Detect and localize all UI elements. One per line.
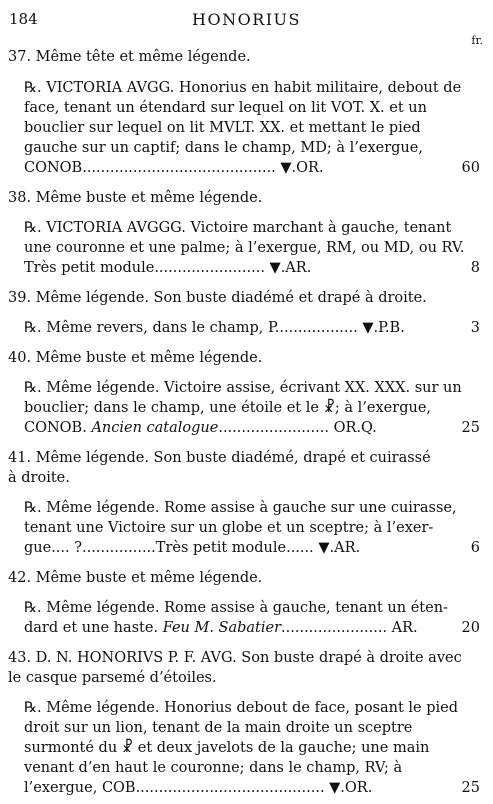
entry-reverse: ℞. VICTORIA AVGG. Honorius en habit militaire, debout de face, tenant un étendard sur lequel on lit VOT. X. et un bouclier sur lequel on lit MVLT. XX. et mettant le pied gauche sur un captif; dans le champ, MD; à l’exergue, CONOB.......................................... ▼.OR. 60: [24, 80, 480, 176]
entry-value: 60: [461, 160, 480, 176]
entry-reverse: ℞. Même légende. Rome assise à gauche sur une cuirasse, tenant une Victoire sur un globe et un sceptre; à l’exer- gue.... ?................Très petit module...... ▼.AR. 6: [24, 500, 480, 556]
entry-reverse: ℞. Même légende. Victoire assise, écrivant XX. XXX. sur un bouclier; dans le champ, une étoile et le ☧; à l’exergue, CONOB. Ancien catalogue........................ OR.Q. 25: [24, 380, 480, 436]
column-label: fr.: [471, 34, 483, 47]
entry-reverse: ℞. Même légende. Honorius debout de face, posant le pied droit sur un lion, tenant de la main droite un sceptre surmonté du ☧ et deux javelots de la gauche; une main venant d’en haut le couronne; dans le champ, RV; à l’exergue, COB......................................... ▼.OR. 25: [24, 700, 480, 796]
entry-value: 25: [461, 780, 480, 796]
entry-heading: 38. Même buste et même légende.: [8, 190, 263, 206]
entry-value: 3: [470, 320, 480, 336]
entry-reverse: ℞. Même légende. Rome assise à gauche, tenant un éten- dard et une haste. Feu M. Sabatier....................... AR. 20: [24, 600, 480, 636]
entry-heading: 37. Même tête et même légende.: [8, 49, 251, 65]
entry-value: 20: [461, 620, 480, 636]
entry-heading: 40. Même buste et même légende.: [8, 350, 263, 366]
page-title: HONORIUS: [192, 10, 301, 29]
entry-value: 25: [461, 420, 480, 436]
entry-reverse: ℞. Même revers, dans le champ, P.................. ▼.P.B. 3: [24, 320, 480, 336]
entry-value: 8: [470, 260, 480, 276]
entry-heading: 43. D. N. HONORIVS P. F. AVG. Son buste drapé à droite avec le casque parsemé d’étoiles.: [8, 650, 462, 686]
page-number: 184: [9, 10, 38, 28]
entry-heading: 39. Même légende. Son buste diadémé et drapé à droite.: [8, 290, 427, 306]
entry-heading: 41. Même légende. Son buste diadémé, drapé et cuirassé à droite.: [8, 450, 431, 486]
entry-heading: 42. Même buste et même légende.: [8, 570, 263, 586]
entry-value: 6: [470, 540, 480, 556]
entry-reverse: ℞. VICTORIA AVGGG. Victoire marchant à gauche, tenant une couronne et une palme; à l’exergue, RM, ou MD, ou RV. Très petit module........................ ▼.AR. 8: [24, 220, 480, 276]
